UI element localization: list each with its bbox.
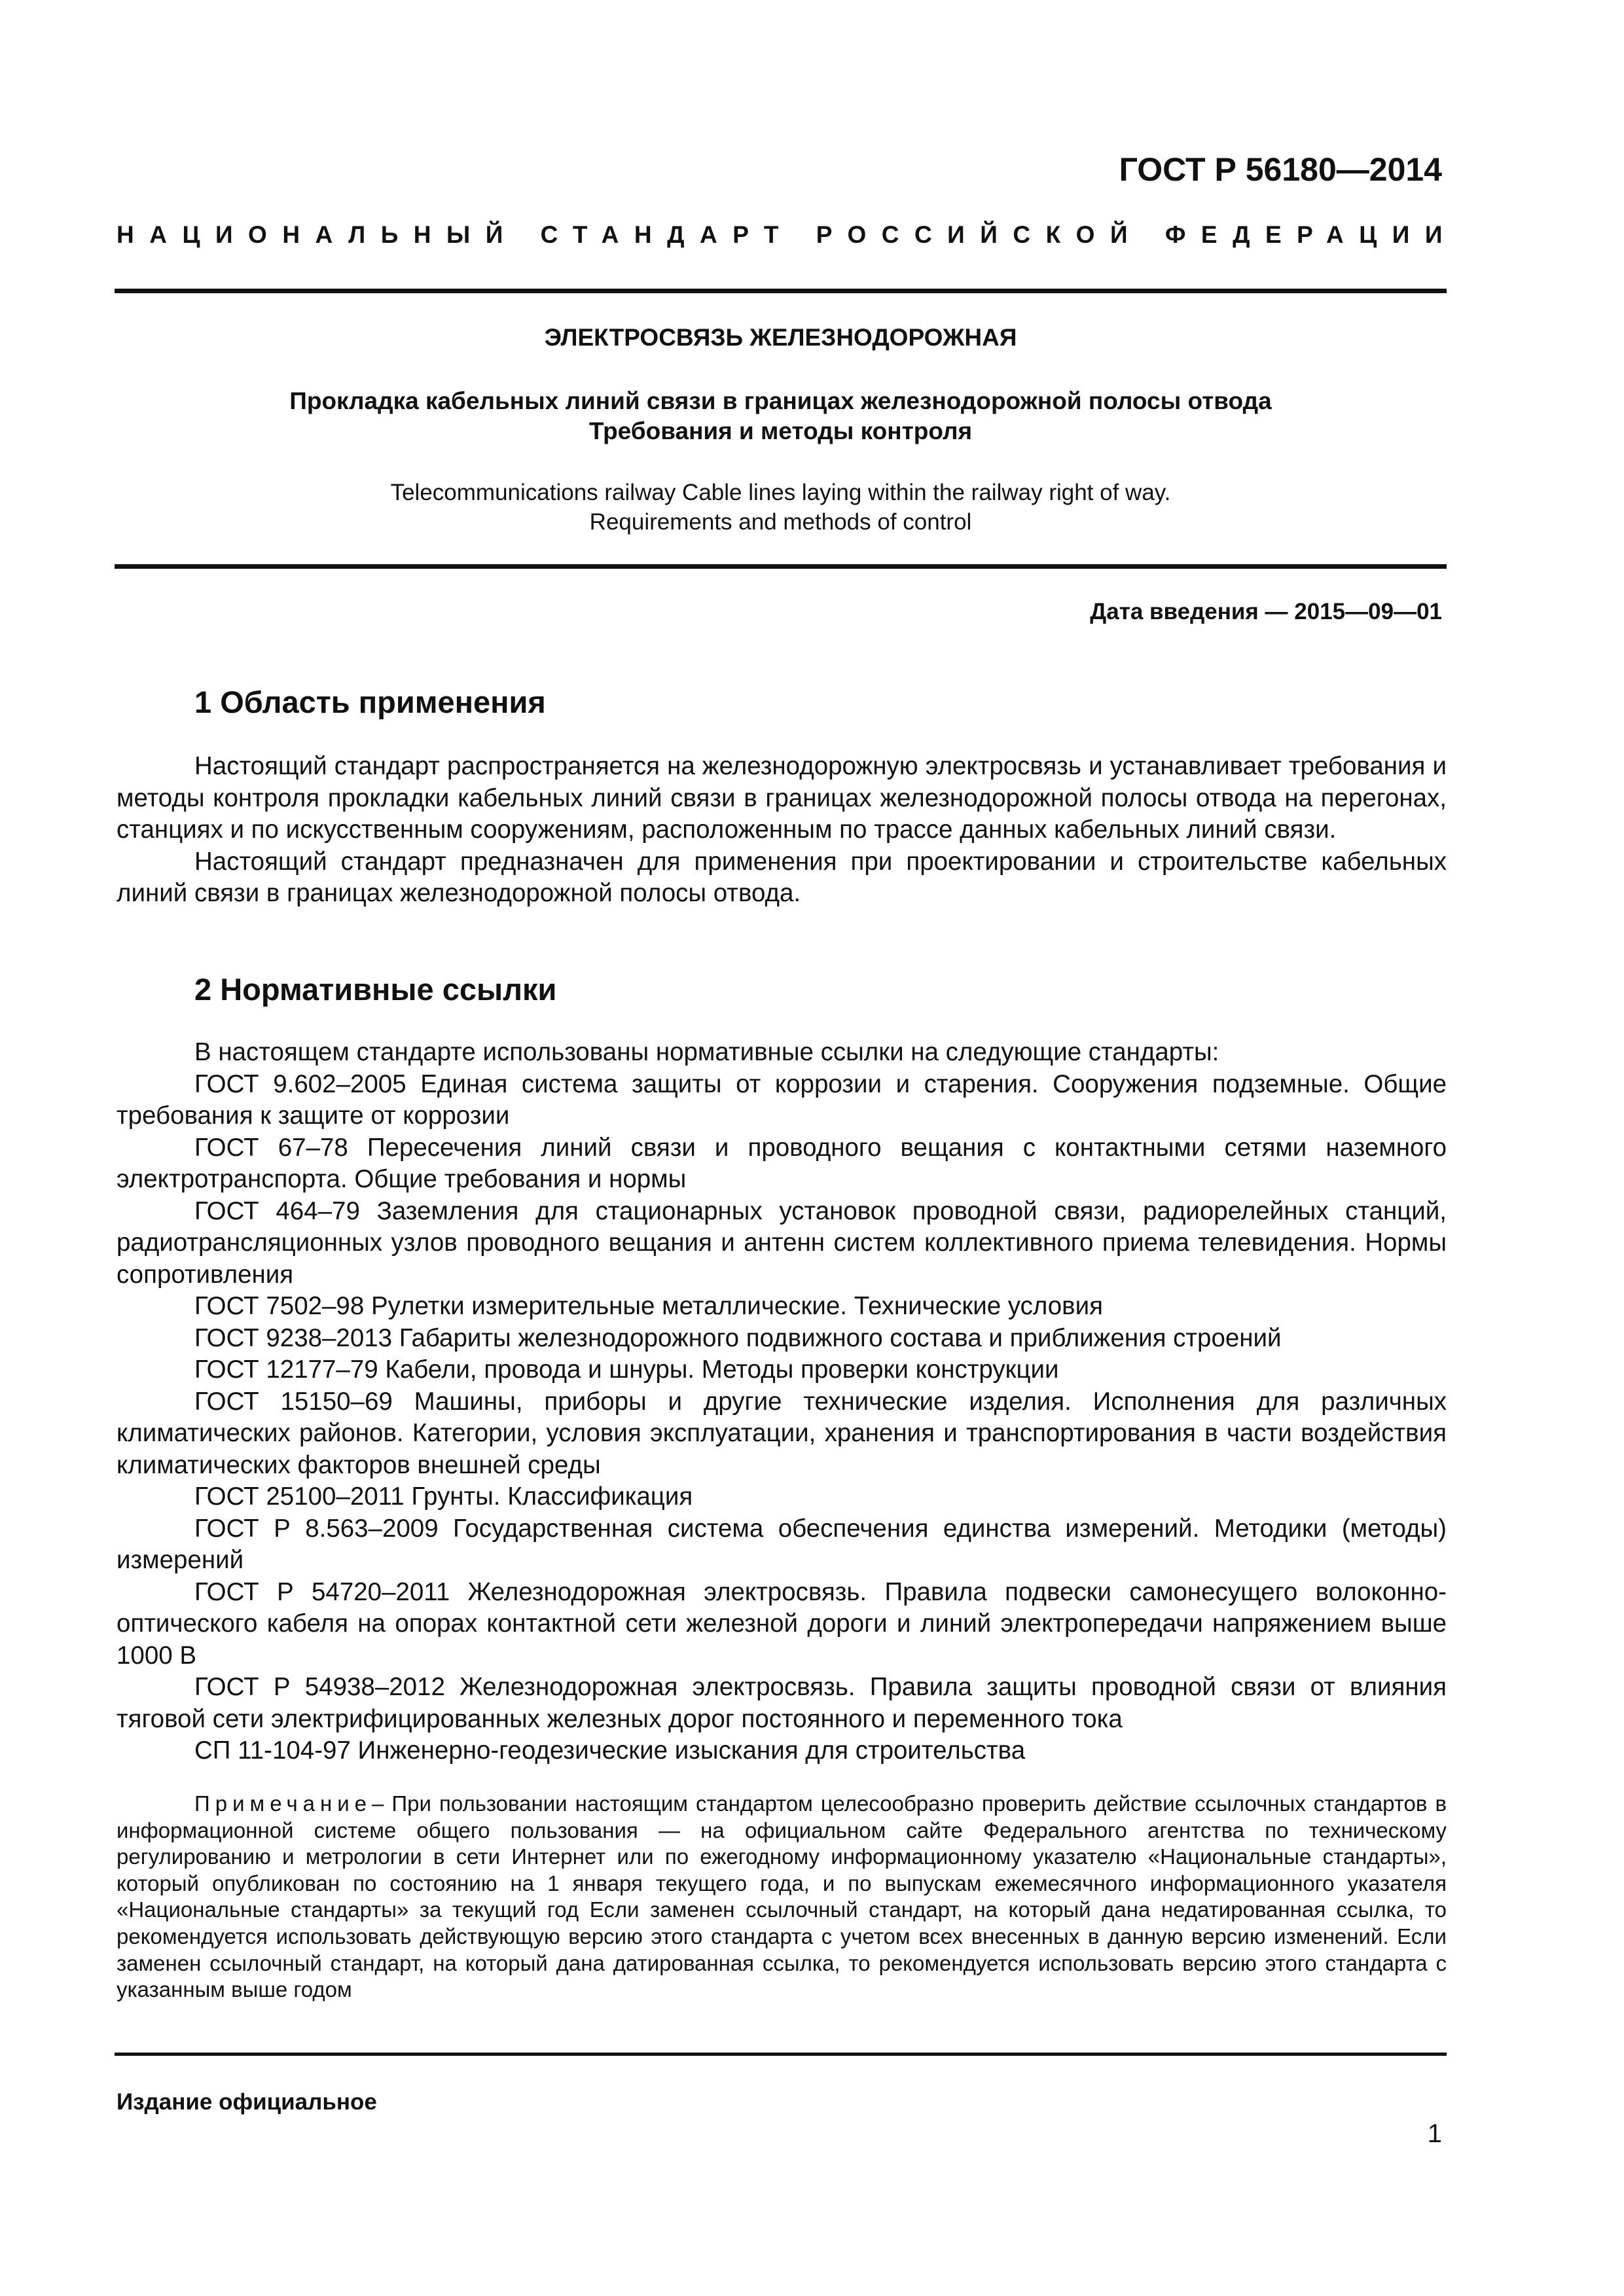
english-title-line-1: Telecommunications railway Cable lines laying within the railway right of way. (390, 480, 1171, 505)
reference-item: ГОСТ 15150–69 Машины, приборы и другие технические изделия. Исполнения для различных климатических районов. Категории, условия эксплуатации, хранения и транспортирования в части воздействия климатических факторов внешней среды (117, 1387, 1447, 1479)
page-number: 1 (1427, 2119, 1442, 2148)
reference-item: ГОСТ 12177–79 Кабели, провода и шнуры. Методы проверки конструкции (194, 1355, 1059, 1384)
reference-item: ГОСТ Р 54938–2012 Железнодорожная электросвязь. Правила защиты проводной связи от влияния тяговой сети электрифицированных железных дорог постоянного и переменного тока (117, 1673, 1447, 1733)
standard-title: ЭЛЕКТРОСВЯЗЬ ЖЕЛЕЗНОДОРОЖНАЯ (544, 324, 1017, 351)
reference-item: ГОСТ 464–79 Заземления для стационарных установок проводной связи, радиорелейных станций, радиотрансляционных узлов проводного вещания и антенн систем коллективного приема телевидения. Нормы сопротивления (117, 1196, 1447, 1289)
reference-item: ГОСТ 25100–2011 Грунты. Классификация (194, 1482, 693, 1511)
references-note (117, 1791, 1447, 2003)
national-standard-title: НАЦИОНАЛЬНЫЙ СТАНДАРТ РОССИЙСКОЙ ФЕДЕРАЦИИ (117, 221, 1458, 248)
note-text: – При пользовании настоящим стандартом целесообразно проверить действие ссылочных стандартов в информационной системе общего пользования — на официальном сайте Федерального агентства по техническому регулированию и метрологии в сети Интернет или по ежегодному информационному указателю «Национальные стандарты», который опубликован по состоянию на 1 января текущего года, и по выпускам ежемесячного информационного указателя «Национальные стандарты» за текущий год Если заменен ссылочный стандарт, на который дана недатированная ссылка, то рекомендуется использовать действующую версию этого стандарта с учетом всех внесенных в данную версию изменений. Если заменен ссылочный стандарт, на который дана датированная ссылка, то рекомендуется использовать версию этого стандарта с указанным выше годом (117, 1791, 1447, 2002)
note-label: Примечание (194, 1791, 372, 1816)
english-title (115, 478, 1447, 537)
note-paragraph (117, 1791, 1447, 2003)
section-1-paragraph: Настоящий стандарт распространяется на железнодорожную электросвязь и устанавливает требования и методы контроля прокладки кабельных линий связи в границах железнодорожной полосы отвода на перегонах, станциях и по искусственным сооружениям, расположенным по трассе данных кабельных линий связи. (117, 752, 1447, 844)
subtitle-line-2: Требования и методы контроля (588, 418, 973, 444)
section-2-body (117, 1037, 1447, 1767)
reference-item: СП 11-104-97 Инженерно-геодезические изыскания для строительства (194, 1736, 1026, 1765)
title-divider (115, 564, 1447, 569)
reference-item: ГОСТ 67–78 Пересечения линий связи и проводного вещания с контактными сетями наземного электротранспорта. Общие требования и нормы (117, 1133, 1447, 1193)
section-2-heading: 2 Нормативные ссылки (194, 972, 557, 1007)
reference-item: ГОСТ Р 54720–2011 Железнодорожная электросвязь. Правила подвески самонесущего волоконно-оптического кабеля на опорах контактной сети железной дороги и линий электропередачи напряжением выше 1000 В (117, 1577, 1447, 1670)
standard-subtitle (115, 386, 1447, 446)
reference-item: ГОСТ 9.602–2005 Единая система защиты от коррозии и старения. Сооружения подземные. Общие требования к защите от коррозии (117, 1069, 1447, 1130)
footer-divider (115, 2053, 1447, 2056)
references-intro: В настоящем стандарте использованы нормативные ссылки на следующие стандарты: (194, 1038, 1219, 1066)
gost-number: ГОСТ Р 56180—2014 (1119, 151, 1442, 188)
reference-item: ГОСТ 9238–2013 Габариты железнодорожного подвижного состава и приближения строений (194, 1323, 1282, 1352)
section-1-body (117, 751, 1447, 910)
official-edition-label: Издание официальное (117, 2089, 377, 2115)
subtitle-line-1: Прокладка кабельных линий связи в границах железнодорожной полосы отвода (289, 387, 1272, 414)
reference-item: ГОСТ Р 8.563–2009 Государственная система обеспечения единства измерений. Методики (методы) измерений (117, 1514, 1447, 1574)
english-title-line-2: Requirements and methods of control (589, 509, 972, 535)
section-1-paragraph: Настоящий стандарт предназначен для применения при проектировании и строительстве кабельных линий связи в границах железнодорожной полосы отвода. (117, 847, 1447, 907)
section-1-heading: 1 Область применения (194, 685, 546, 719)
header-divider (115, 289, 1447, 293)
intro-date: Дата введения — 2015—09—01 (1090, 599, 1442, 624)
reference-item: ГОСТ 7502–98 Рулетки измерительные металлические. Технические условия (194, 1292, 1103, 1320)
